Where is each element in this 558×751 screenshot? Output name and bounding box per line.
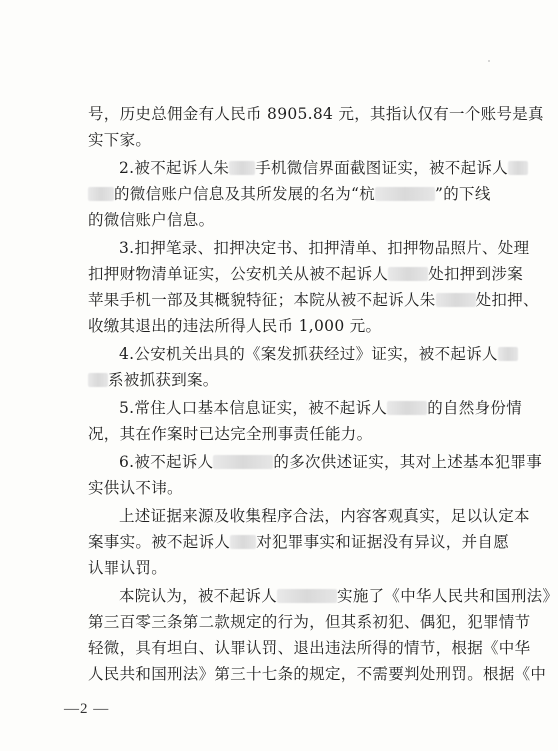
evidence-item-2: 2.被不起诉人朱 手机微信界面截图证实，被不起诉人 [88, 155, 488, 181]
text-line: 况，其在作案时已达完全刑事责任能力。 [88, 425, 373, 443]
text-line: 轻微，具有坦白、认罪认罚、退出违法所得的情节，根据《中华 [88, 639, 531, 657]
text-line: 案事实。被不起诉人 对犯罪事实和证据没有异议，并自愿 [88, 533, 510, 551]
redaction [387, 401, 427, 415]
redaction [230, 535, 256, 549]
text-line: 实供认不讳。 [88, 479, 183, 497]
evidence-item-3: 3.扣押笔录、扣押决定书、扣押清单、扣押物品照片、处理 [119, 239, 530, 257]
redaction [436, 293, 476, 307]
text-line: 收缴其退出的违法所得人民币 1,000 元。 [88, 317, 382, 335]
text-line: 号，历史总佣金有人民币 8905.84 元，其指认仅有一个账号是真 [88, 105, 544, 123]
redaction [508, 161, 528, 175]
text-line: 系被抓获到案。 [88, 367, 488, 393]
text-line: 第三百零三条第二款规定的行为，但其系初犯、偶犯，犯罪情节 [88, 613, 531, 631]
text-line: 人民共和国刑法》第三十七条的规定，不需要判处刑罚。根据《中 [88, 665, 547, 683]
body-text [88, 101, 558, 687]
court-opinion: 本院认为，被不起诉人 实施了《中华人民共和国刑法》 [119, 587, 558, 605]
text-line: 的微信账户信息及其所发展的名为“杭 ”的下线 [88, 181, 488, 207]
text-line: 苹果手机一部及其概貌特征；本院从被不起诉人朱 处扣押、 [88, 291, 539, 309]
scan-speck [488, 60, 490, 62]
redaction [88, 373, 108, 387]
redaction [88, 187, 114, 201]
page-number: —2 — [64, 701, 110, 717]
evidence-item-5: 5.常住人口基本信息证实，被不起诉人 的自然身份情 [119, 399, 523, 417]
redaction [277, 589, 337, 603]
redaction [213, 455, 273, 469]
evidence-item-6: 6.被不起诉人 的多次供述证实，其对上述基本犯罪事 [119, 453, 542, 471]
redaction [229, 161, 255, 175]
evidence-summary: 上述证据来源及收集程序合法，内容客观真实，足以认定本 [119, 507, 530, 525]
text-line: 认罪认罚。 [88, 559, 168, 577]
redaction [388, 267, 428, 281]
text-line: 的微信账户信息。 [88, 211, 215, 229]
evidence-item-4: 4.公安机关出具的《案发抓获经过》证实，被不起诉人 [88, 341, 488, 367]
text-line: 扣押财物清单证实，公安机关从被不起诉人 处扣押到涉案 [88, 265, 524, 283]
redaction [498, 347, 518, 361]
text-line: 实下家。 [88, 131, 152, 149]
redaction [375, 187, 435, 201]
